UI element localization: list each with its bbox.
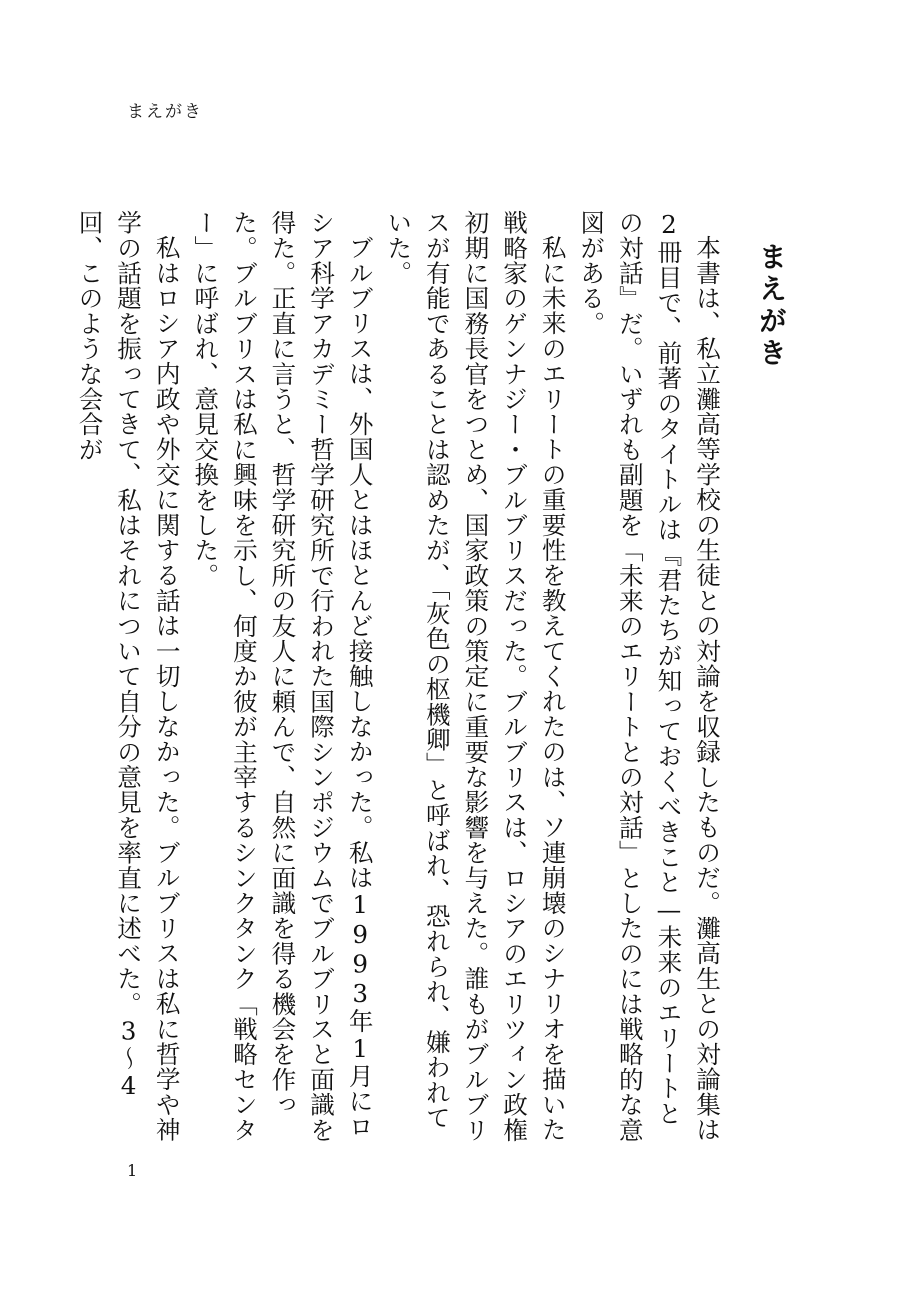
vertical-text-body <box>75 210 790 1150</box>
paragraph: 本書は、私立灘高等学校の生徒との対論を収録したものだ。灘高生との対論集は2冊目で、前著のタイトルは『君たちが知っておくべきこと—未来のエリートとの対話』だ。いずれも副題を「未来のエリートとの対話」としたのには戦略的な意図がある。 <box>577 210 722 1143</box>
paragraph: 私はロシア内政や外交に関する話は一切しなかった。ブルブリスは私に哲学や神学の話題を振ってきて、私はそれについて自分の意見を率直に述べた。3〜4回、このような会合が <box>75 210 182 1142</box>
paragraph: 私に未来のエリートの重要性を教えてくれたのは、ソ連崩壊のシナリオを描いた戦略家のゲンナジー・ブルブリスだった。ブルブリスは、ロシアのエリツィン政権初期に国務長官をつとめ、国家政策の策定に重要な影響を与えた。誰もがブルブリスが有能であることは認めたが、「灰色の枢機卿」と呼ばれ、恐れられ、嫌われていた。 <box>384 210 568 1143</box>
chapter-title: まえがき <box>755 242 788 370</box>
running-header: まえがき <box>127 102 203 122</box>
page-number: 1 <box>127 1161 138 1180</box>
paragraph: ブルブリスは、外国人とはほとんど接触しなかった。私は1993年1月にロシア科学アカデミー哲学研究所で行われた国際シンポジウムでブルブリスと面識を得た。正直に言うと、哲学研究所の友人に頼んで、自然に面識を得る機会を作った。ブルブリスは私に興味を示し、何度か彼が主宰するシンクタンク「戦略センター」に呼ばれ、意見交換をした。 <box>191 210 375 1143</box>
